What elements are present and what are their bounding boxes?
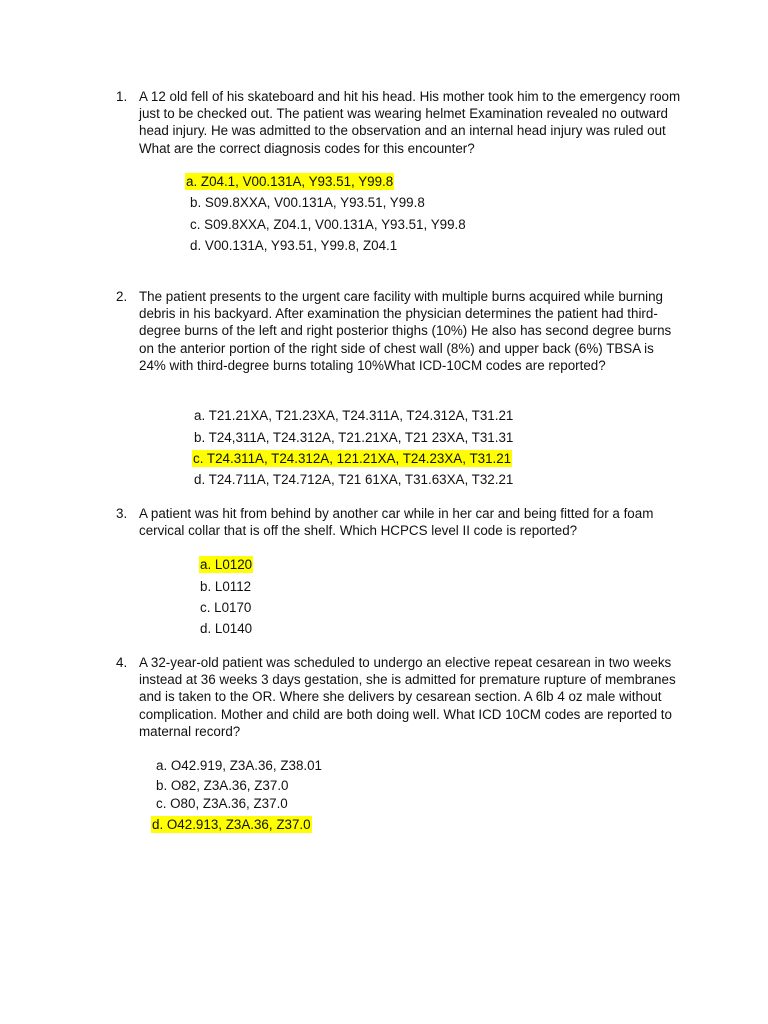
question-text: The patient presents to the urgent care facility with multiple burns acquired while burning debris in his backyard. After examination the physician determines the patient had third-degree burns of the left and right posterior thighs (10%) He also has second degree burns on the anterior portion of the right side of chest wall (8%) and upper back (6%) TBSA is 24% with third-degree burns totaling 10%What ICD-10CM codes are reported? — [139, 289, 672, 373]
answer-option-highlighted: c. T24.311A, T24.312A, 121.21XA, T24.23XA, T31.21 — [193, 451, 512, 466]
answer-option: a. T21.21XA, T21.23XA, T24.311A, T24.312A, T31.21 — [194, 408, 514, 423]
question-number: 1. — [116, 89, 128, 104]
answer-option: d. T24.711A, T24.712A, T21 61XA, T31.63XA, T32.21 — [194, 472, 514, 487]
answer-option: b. L0112 — [200, 579, 252, 594]
answer-option: c. S09.8XXA, Z04.1, V00.131A, Y93.51, Y99.8 — [190, 217, 466, 232]
question-text: A patient was hit from behind by another car while in her car and being fitted for a foam cervical collar that is off the shelf. Which HCPCS level II code is reported? — [139, 506, 654, 539]
question-text: A 32-year-old patient was scheduled to undergo an elective repeat cesarean in two weeks instead at 36 weeks 3 days gestation, she is admitted for premature rupture of membranes and is taken to the OR. Where she delivers by cesarean section. A 6lb 4 oz male without complication. Mother and child are both doing well. What ICD 10CM codes are reported to maternal record? — [139, 655, 676, 739]
answer-option: d. L0140 — [200, 621, 253, 636]
question-number: 3. — [116, 506, 128, 521]
answer-option: b. O82, Z3A.36, Z37.0 — [156, 778, 289, 793]
question-number: 2. — [116, 289, 128, 304]
answer-option: b. S09.8XXA, V00.131A, Y93.51, Y99.8 — [190, 195, 425, 210]
answer-option: d. V00.131A, Y93.51, Y99.8, Z04.1 — [190, 238, 398, 253]
answer-option: c. O80, Z3A.36, Z37.0 — [156, 796, 288, 811]
question-text: A 12 old fell of his skateboard and hit his head. His mother took him to the emergency room just to be checked out. The patient was wearing helmet Examination revealed no outward head injury. He was admitted to the observation and an internal head injury was ruled out What are the correct diagnosis codes for this encounter? — [139, 89, 681, 156]
answer-option-highlighted: a. Z04.1, V00.131A, Y93.51, Y99.8 — [186, 174, 394, 189]
answer-option: a. O42.919, Z3A.36, Z38.01 — [156, 758, 323, 773]
answer-option-highlighted: d. O42.913, Z3A.36, Z37.0 — [152, 817, 311, 832]
answer-option: b. T24,311A, T24.312A, T21.21XA, T21 23XA, T31.31 — [194, 430, 514, 445]
question-number: 4. — [116, 655, 128, 670]
answer-option: c. L0170 — [200, 600, 252, 615]
answer-option-highlighted: a. L0120 — [200, 557, 253, 572]
